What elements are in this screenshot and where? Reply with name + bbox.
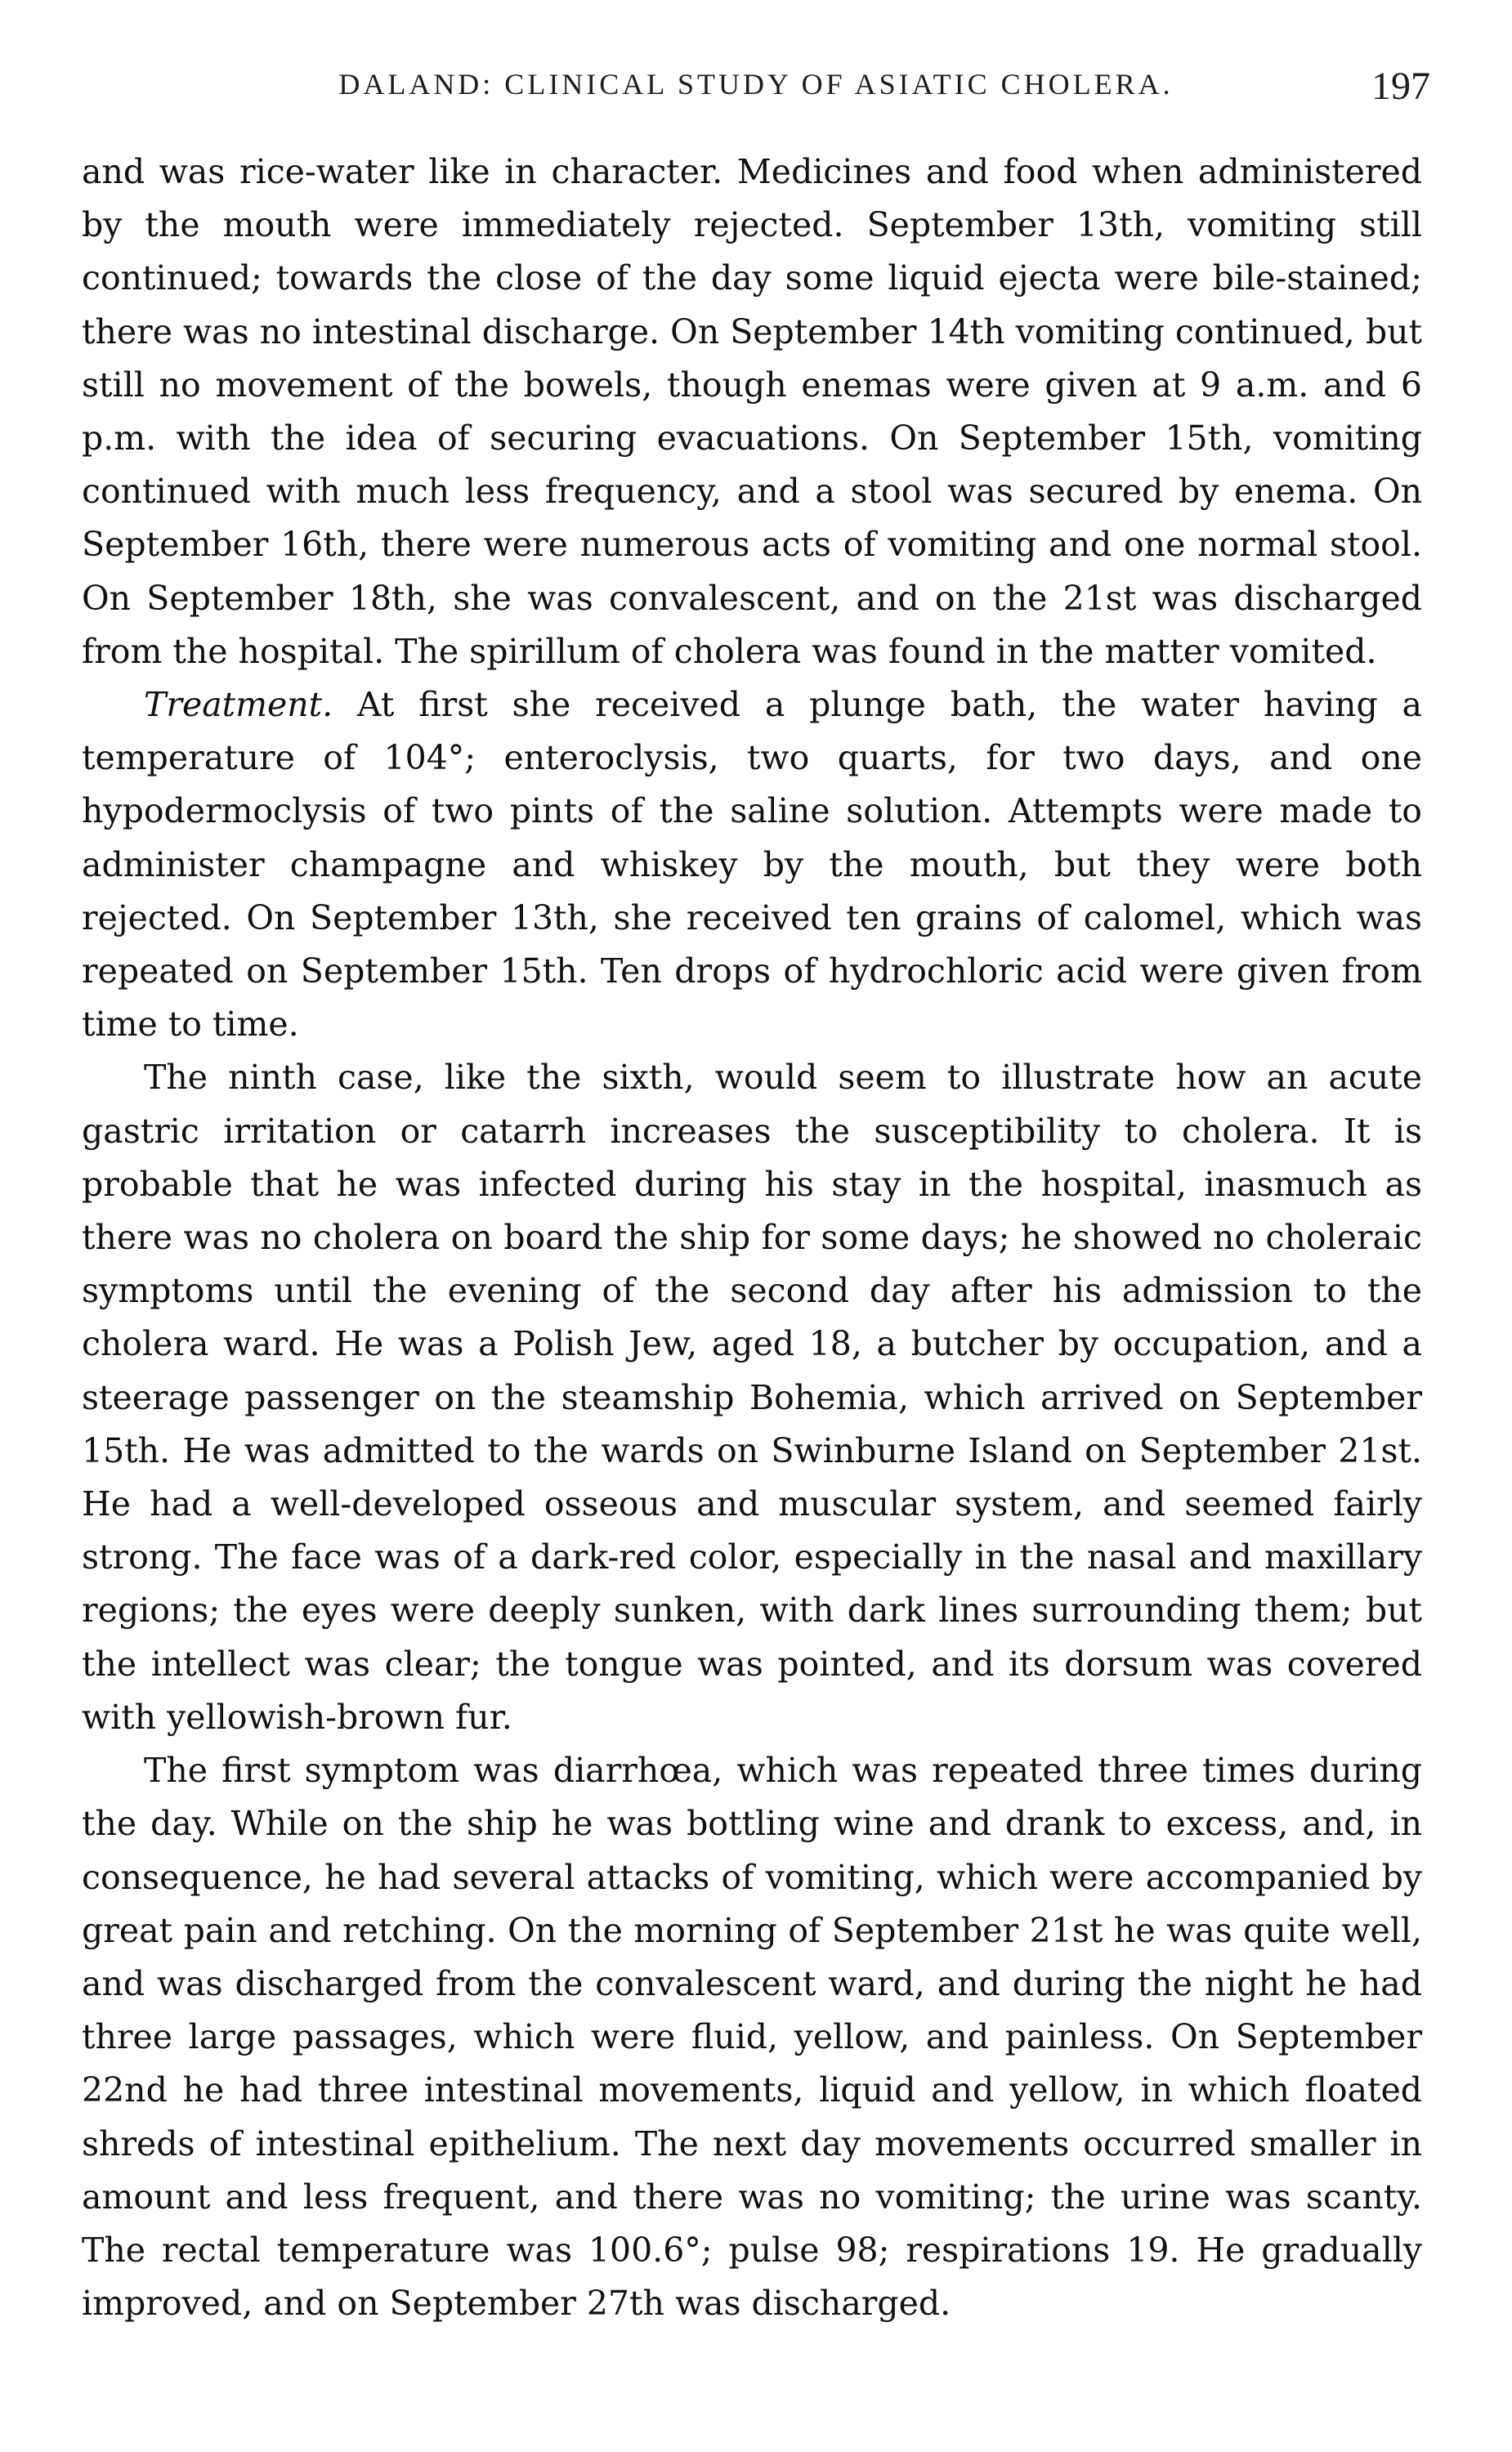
paragraph-text: At first she received a plunge bath, the water having a temperature of 104°; enteroclysis, two quarts, for two days, and one hypodermoclysis of two pints of the saline solution. Attempts were made to administer champagne and whiskey by the mouth, but they were both rejected. On September 13th, she received ten grains of calomel, which was repeated on September 15th. Ten drops of hydrochloric acid were given from time to time. xyxy=(82,685,1422,1045)
paragraph-ninth-case xyxy=(82,1051,1422,1744)
paragraph-text: and was rice-water like in character. Medicines and food when administered by the mouth were immediately rejected. September 13th, vomiting still continued; towards the close of the day some liquid ejecta were bile-stained; there was no intestinal discharge. On September 14th vomiting continued, but still no movement of the bowels, though enemas were given at 9 a.m. and 6 p.m. with the idea of securing evacuations. On September 15th, vomiting continued with much less frequency, and a stool was secured by enema. On September 16th, there were numerous acts of vomiting and one normal stool. On September 18th, she was convalescent, and on the 21st was discharged from the hospital. The spirillum of cholera was found in the matter vomited. xyxy=(82,152,1422,671)
paragraph-first-symptom xyxy=(82,1744,1422,2330)
running-title: DALAND: CLINICAL STUDY OF ASIATIC CHOLERA. xyxy=(338,68,1174,101)
page-number: 197 xyxy=(1371,65,1430,108)
paragraph-text: The ninth case, like the sixth, would seem to illustrate how an acute gastric irritation or catarrh increases the susceptibility to cholera. It is probable that he was infected during his stay in the hospital, inasmuch as there was no cholera on board the ship for some days; he showed no choleraic symptoms until the evening of the second day after his admission to the cholera ward. He was a Polish Jew, aged 18, a butcher by occupation, and a steerage passenger on the steamship Bohemia, which arrived on September 15th. He was admitted to the wards on Swinburne Island on September 21st. He had a well-developed osseous and muscular system, and seemed fairly strong. The face was of a dark-red color, especially in the nasal and maxillary regions; the eyes were deeply sunken, with dark lines surrounding them; but the intellect was clear; the tongue was pointed, and its dorsum was covered with yellowish-brown fur. xyxy=(82,1058,1422,1737)
paragraph-case-continuation xyxy=(82,145,1422,678)
paragraph-treatment xyxy=(82,678,1422,1051)
running-head xyxy=(82,64,1430,121)
body-text xyxy=(82,145,1422,2330)
treatment-label: Treatment. xyxy=(144,685,333,725)
paragraph-text: The first symptom was diarrhœa, which was repeated three times during the day. While on the ship he was bottling wine and drank to excess, and, in consequence, he had several attacks of vomiting, which were accompanied by great pain and retching. On the morning of September 21st he was quite well, and was discharged from the convalescent ward, and during the night he had three large passages, which were fluid, yellow, and painless. On September 22nd he had three intestinal movements, liquid and yellow, in which floated shreds of intestinal epithelium. The next day movements occurred smaller in amount and less frequent, and there was no vomiting; the urine was scanty. The rectal temperature was 100.6°; pulse 98; respirations 19. He gradually improved, and on September 27th was discharged. xyxy=(82,1751,1422,2324)
